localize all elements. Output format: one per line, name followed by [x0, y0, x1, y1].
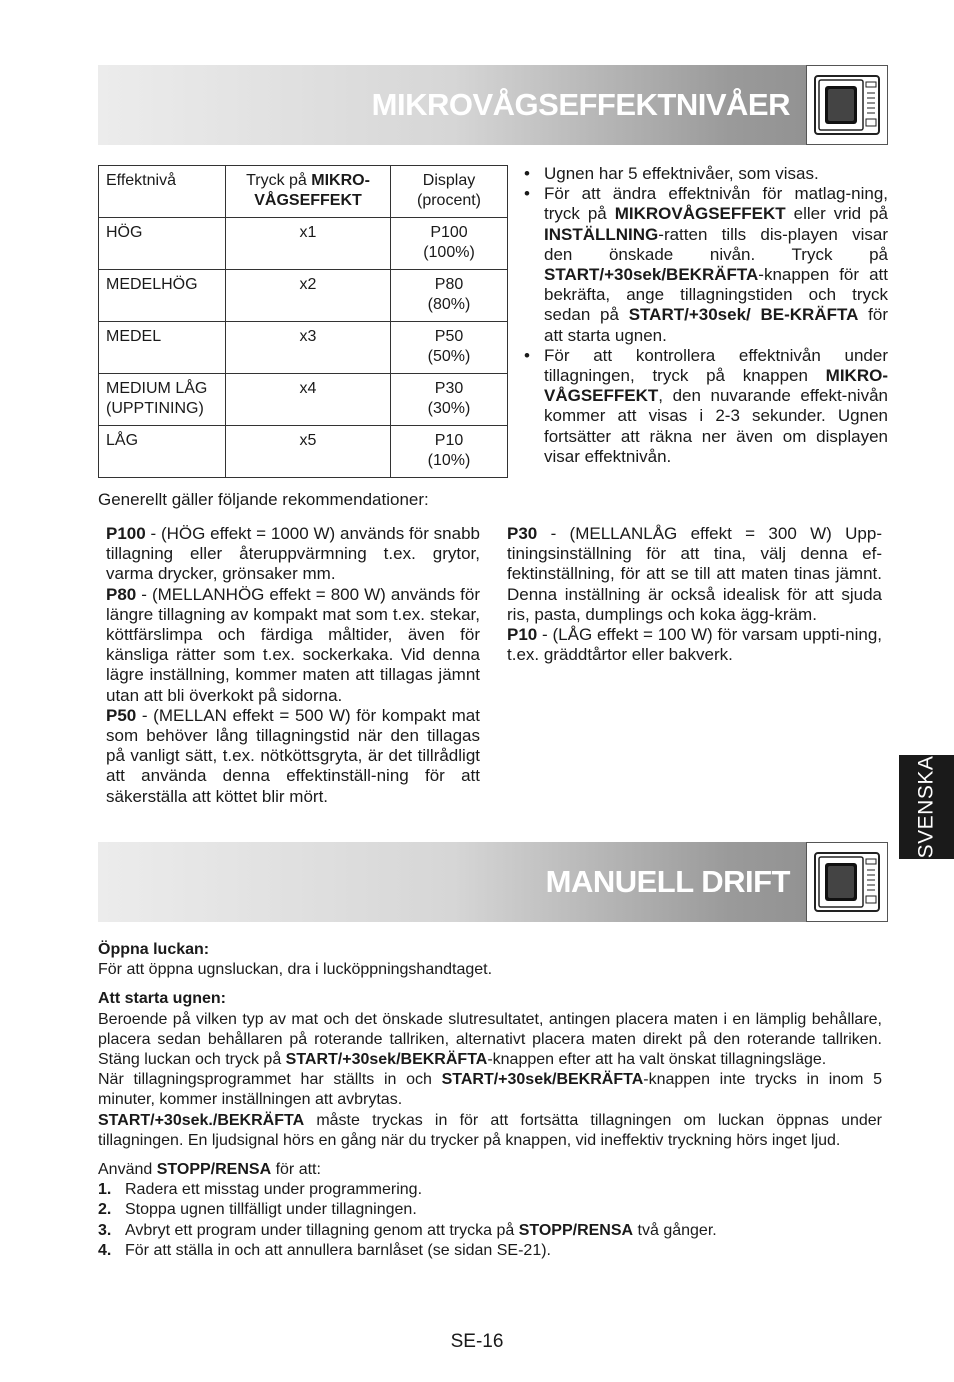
bullet-item: • För att ändra effektnivån för matlag-ning, tryck på MIKROVÅGSEFFEKT eller vrid på INSTÄLLNING-ratten tills dis-playen visar den önskade nivån. Tryck på START/+30sek/BEKRÄFTA-knappen för att bekräfta, ange tillagningstiden och tryck sedan på START/+30sek/ BE-KRÄFTA för att starta ugnen.	[520, 184, 888, 346]
list-item: 2. Stoppa ugnen tillfälligt under tillagningen.	[98, 1201, 417, 1219]
table-row	[99, 218, 508, 270]
level-cell: LÅG	[99, 426, 226, 478]
start-paragraph-3: START/+30sek./BEKRÄFTA måste tryckas in för att fortsätta tillagningen om luckan öppnas under tillagningen. En ljudsignal hörs en gång när du trycker på knappen, vid ineffektiv tryckning hörs inget ljud.	[98, 1111, 882, 1149]
use-stop-line: Använd STOPP/RENSA för att:	[98, 1161, 321, 1179]
recommendations-left	[106, 524, 480, 807]
table-header: Effektnivå	[99, 166, 226, 218]
general-recommendations: Generellt gäller följande rekommendationer:	[98, 490, 429, 509]
stop-list	[98, 1180, 882, 1261]
display-cell: P30 (30%)	[391, 374, 508, 426]
microwave-icon	[806, 65, 888, 145]
level-cell: MEDELHÖG	[99, 270, 226, 322]
list-item: 4. För att ställa in och att annullera barnlåset (se sidan SE-21).	[98, 1241, 551, 1259]
bullet-item: • Ugnen har 5 effektnivåer, som visas.	[520, 164, 888, 184]
open-heading: Öppna luckan:	[98, 941, 210, 958]
press-cell: x5	[226, 426, 391, 478]
display-cell: P80 (80%)	[391, 270, 508, 322]
start-paragraph-1: Beroende på vilken typ av mat och det önskade slutresultatet, antingen placera maten i en lämplig behållare, placera sedan behållaren på roterande tallriken, alternativt placera maten direkt på den roterande tallriken. Stäng luckan och tryck på START/+30sek/BEKRÄFTA-knappen efter att ha valt önskat tillagningsläge.	[98, 1010, 882, 1069]
rec-p100: P100 - (HÖG effekt = 1000 W) används för snabb tillagning eller återuppvärmning t.ex. grytor, varma drycker, grönsaker mm.	[106, 524, 480, 584]
manual-content	[98, 940, 882, 1261]
level-cell: MEDEL	[99, 322, 226, 374]
table-header: Tryck på MIKRO-VÅGSEFFEKT	[226, 166, 391, 218]
language-tab-label: SVENSKA	[914, 755, 938, 859]
table-row	[99, 426, 508, 478]
power-bullets	[520, 164, 888, 467]
table-row	[99, 374, 508, 426]
display-cell: P100 (100%)	[391, 218, 508, 270]
level-cell: MEDIUM LÅG (UPPTINING)	[99, 374, 226, 426]
start-heading: Att starta ugnen:	[98, 990, 226, 1008]
press-cell: x1	[226, 218, 391, 270]
microwave-icon	[806, 842, 888, 922]
press-cell: x4	[226, 374, 391, 426]
press-cell: x2	[226, 270, 391, 322]
section-banner-manual	[98, 842, 888, 922]
rec-p80: P80 - (MELLANHÖG effekt = 800 W) används för längre tillagning av kompakt mat som t.ex. stekar, köttfärslimpa och färdiga måltider, även för känsliga rätter som t.ex. sockerkaka. Vid denna lägre inställning, kommer maten att tillagas jämnt utan att bli överkokt på sidorna.	[106, 584, 480, 705]
rec-p10: P10 - (LÅG effekt = 100 W) för varsam uppti-ning, t.ex. gräddtårtor eller bakverk.	[507, 625, 882, 665]
table-row	[99, 270, 508, 322]
level-cell: HÖG	[99, 218, 226, 270]
open-text: För att öppna ugnsluckan, dra i lucköppningshandtaget.	[98, 961, 493, 979]
list-item: 3. Avbryt ett program under tillagning genom att trycka på STOPP/RENSA två gånger.	[98, 1221, 717, 1239]
page-number: SE-16	[450, 1331, 504, 1352]
section-title: MANUELL DRIFT	[545, 864, 790, 899]
rec-p50: P50 - (MELLAN effekt = 500 W) för kompakt mat som behöver lång tillagningstid när den tillagas på vanligt sätt, t.ex. nötköttsgryta, är det tillrådligt att använda denna effektinställ-ning för att säkerställa att köttet blir mört.	[106, 705, 480, 806]
press-cell: x3	[226, 322, 391, 374]
section-title: MIKROVÅGSEFFEKTNIVÅER	[371, 87, 790, 122]
bullet-item: • För att kontrollera effektnivån under tillagningen, tryck på knappen MIKRO-VÅGSEFFEKT, den nuvarande effekt-nivån kommer att visas i 2-3 sekunder. Ugnen fortsätter att räkna ner även om displayen visar effektnivån.	[520, 346, 888, 467]
display-cell: P50 (50%)	[391, 322, 508, 374]
start-paragraph-2: När tillagningsprogrammet har ställts in och START/+30sek/BEKRÄFTA-knappen inte trycks in inom 5 minuter, kommer inställningen att avbrytas.	[98, 1071, 882, 1109]
display-cell: P10 (10%)	[391, 426, 508, 478]
section-banner-power	[98, 65, 888, 145]
power-level-table	[98, 165, 508, 478]
table-row	[99, 322, 508, 374]
list-item: 1. Radera ett misstag under programmering.	[98, 1181, 423, 1199]
table-header: Display (procent)	[391, 166, 508, 218]
rec-p30: P30 - (MELLANLÅG effekt = 300 W) Upp-tiningsinställning för att tina, välj denna ef-fektinställning, för att se till att maten tinas jämnt. Denna inställning är också idealisk för att sjuda ris, pasta, dumplings och koka ägg-kräm.	[507, 524, 882, 624]
language-tab	[899, 755, 954, 859]
recommendations-right	[507, 524, 882, 665]
